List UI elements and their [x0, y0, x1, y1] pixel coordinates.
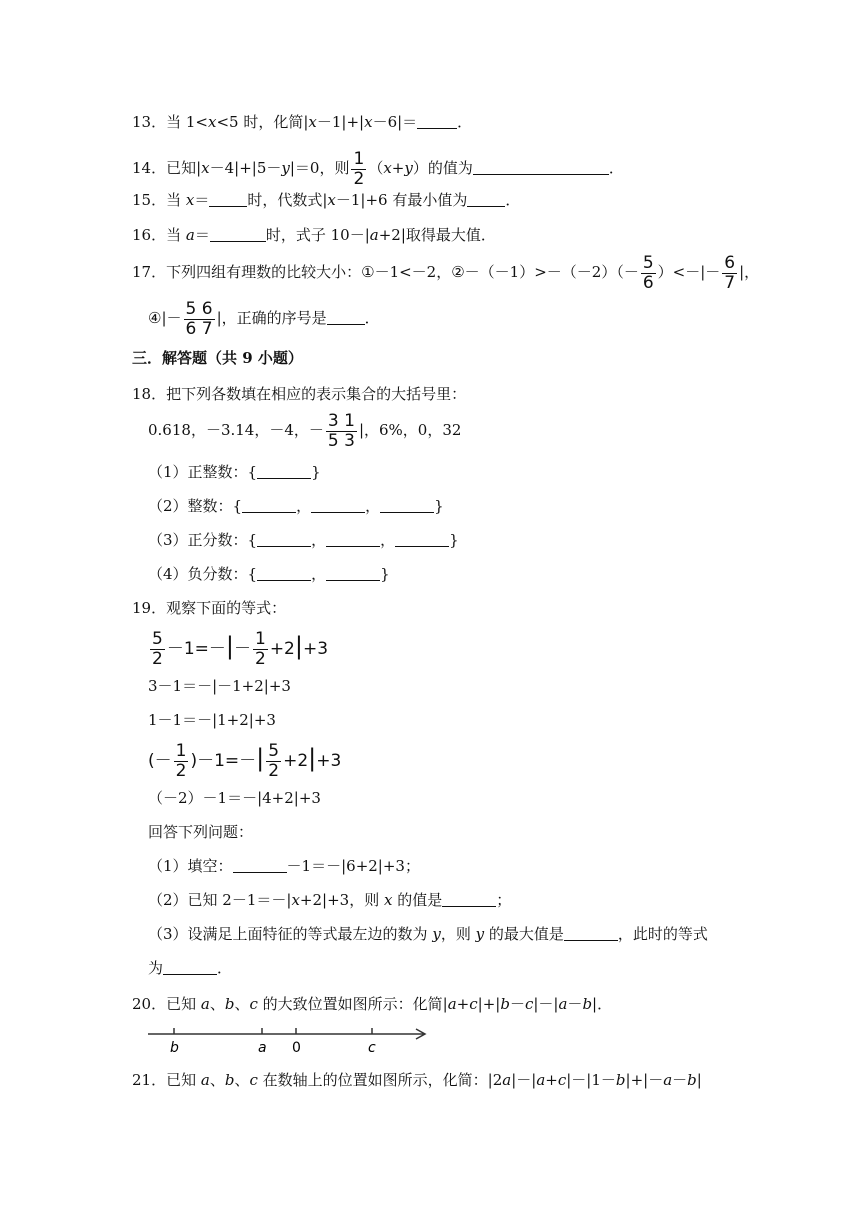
answer-prompt: 回答下列问题：: [148, 823, 254, 841]
answer-blank[interactable]: [311, 497, 365, 513]
answer-blank[interactable]: [380, 497, 434, 513]
answer-blank[interactable]: [257, 463, 311, 479]
answer-blank[interactable]: [564, 925, 618, 941]
set-positive-integers: （1）正整数：{ }: [148, 463, 321, 481]
answer-blank[interactable]: [257, 531, 311, 547]
answer-blank[interactable]: [417, 113, 457, 129]
question-17: 17．下列四组有理数的比较大小：①－1<－2，②－（－1）>－（－2）（－ $\frac{5}{6}$ ）<－|－ $\frac{6}{7}$ |，: [132, 252, 760, 293]
answer-blank[interactable]: [327, 309, 365, 325]
answer-blank[interactable]: [257, 565, 311, 581]
equation-1: $\frac{5}{2}$ －1=－|－ $\frac{1}{2}$ +2|+3: [152, 628, 329, 669]
question-20: 20．已知 a、b、c 的大致位置如图所示：化简|a+c|+|b－c|－|a－b|．: [132, 995, 613, 1013]
question-21: 21．已知 a、b、c 在数轴上的位置如图所示，化简：|2a|－|a+c|－|1－b|+|－a－b|: [132, 1071, 702, 1089]
label-b: b: [170, 1040, 179, 1056]
fraction: $\frac{1}{2}$: [353, 148, 365, 189]
set-positive-fractions: （3）正分数：{ ， ， }: [148, 531, 459, 549]
q19-part-3: （3）设满足上面特征的等式最左边的数为 y，则 y 的最大值是 ，此时的等式: [148, 925, 708, 943]
q-number: 13．: [132, 113, 167, 131]
number-line-diagram: [148, 1022, 438, 1056]
fraction: $\frac{5 6}{6 7}$: [185, 298, 213, 339]
label-a: a: [258, 1040, 267, 1056]
answer-blank[interactable]: [395, 531, 449, 547]
section-heading: 三．解答题（共 9 小题）: [132, 349, 303, 367]
label-zero: 0: [292, 1040, 301, 1056]
answer-blank[interactable]: [467, 191, 505, 207]
label-c: c: [368, 1040, 376, 1056]
answer-blank[interactable]: [326, 565, 380, 581]
question-14: 14．已知|x－4|+|5－y|＝0，则 $\frac{1}{2}$ （x+y）的值为 ．: [132, 148, 624, 189]
question-17-cont: ④|－ $\frac{5 6}{6 7}$ |，正确的序号是 ．: [148, 298, 380, 339]
fraction: $\frac{6}{7}$: [724, 252, 736, 293]
equation-2: 3－1＝－|－1+2|+3: [148, 677, 291, 695]
answer-blank[interactable]: [210, 226, 266, 242]
answer-blank[interactable]: [163, 959, 217, 975]
set-negative-fractions: （4）负分数：{ ， }: [148, 565, 390, 583]
equation-3: 1－1＝－|1+2|+3: [148, 711, 276, 729]
question-13: 13．当 1<x<5 时，化简|x－1|+|x－6|＝ ．: [132, 113, 473, 131]
question-19: 19．观察下面的等式：: [132, 599, 287, 617]
answer-blank[interactable]: [473, 159, 609, 175]
question-15: 15．当 x＝ 时，代数式|x－1|+6 有最小值为 ．: [132, 191, 521, 209]
answer-blank[interactable]: [242, 497, 296, 513]
answer-blank[interactable]: [233, 857, 287, 873]
fraction: $\frac{3 1}{5 3}$: [327, 410, 355, 451]
answer-blank[interactable]: [209, 191, 247, 207]
set-integers: （2）整数：{ ， ， }: [148, 497, 444, 515]
question-16: 16．当 a＝ 时，式子 10－|a+2|取得最大值．: [132, 226, 496, 244]
answer-blank[interactable]: [326, 531, 380, 547]
equation-5: （－2）－1＝－|4+2|+3: [148, 789, 321, 807]
q19-part-3-cont: 为 ．: [148, 959, 233, 977]
fraction: $\frac{5}{6}$: [642, 252, 654, 293]
answer-blank[interactable]: [442, 891, 496, 907]
q19-part-1: （1）填空： －1＝－|6+2|+3；: [148, 857, 420, 875]
q19-part-2: （2）已知 2－1＝－|x+2|+3，则 x 的值是 ；: [148, 891, 512, 909]
number-list: 0.618，－3.14，－4，－ $\frac{3 1}{5 3}$ |，6%，0，32: [148, 410, 462, 451]
question-18: 18．把下列各数填在相应的表示集合的大括号里：: [132, 385, 467, 403]
equation-4: (－ $\frac{1}{2}$ )－1=－| $\frac{5}{2}$ +2|+3: [148, 740, 342, 781]
